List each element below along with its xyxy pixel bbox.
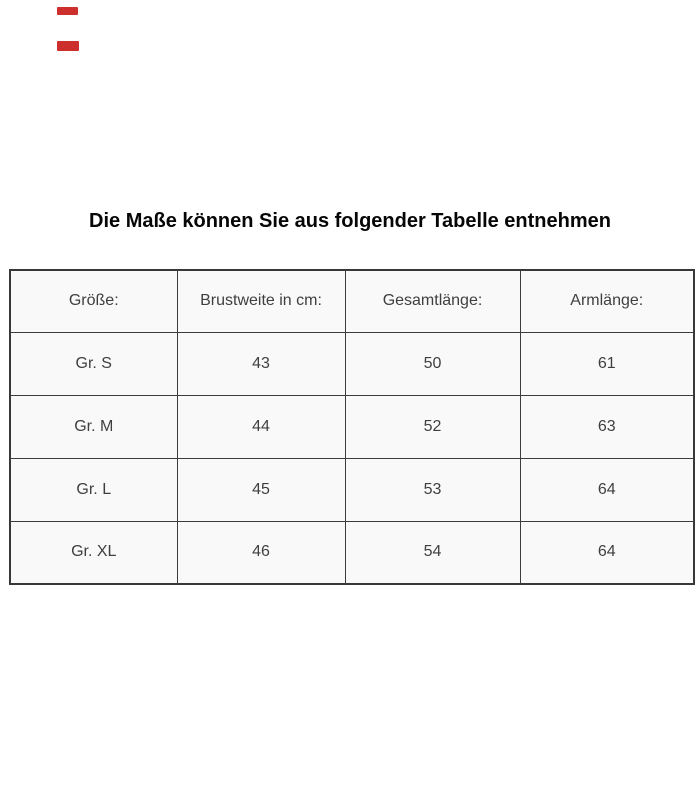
- column-header: Gesamtlänge:: [345, 270, 520, 332]
- measurement-value: 64: [520, 458, 694, 521]
- table-row: [10, 395, 694, 458]
- table-row: [10, 521, 694, 584]
- measurement-value: 50: [345, 332, 520, 395]
- red-dash-bottom: [57, 41, 79, 51]
- size-table: [9, 269, 695, 585]
- measurement-value: 63: [520, 395, 694, 458]
- table-row: [10, 332, 694, 395]
- page-title: Die Maße können Sie aus folgender Tabelle entnehmen: [89, 210, 611, 232]
- measurement-value: 46: [177, 521, 345, 584]
- size-label: Gr. XL: [10, 521, 177, 584]
- table-row: [10, 458, 694, 521]
- measurement-value: 44: [177, 395, 345, 458]
- column-header: Größe:: [10, 270, 177, 332]
- measurement-value: 45: [177, 458, 345, 521]
- size-label: Gr. L: [10, 458, 177, 521]
- measurement-value: 43: [177, 332, 345, 395]
- measurement-value: 64: [520, 521, 694, 584]
- column-header: Armlänge:: [520, 270, 694, 332]
- measurement-value: 54: [345, 521, 520, 584]
- header-row: [10, 270, 694, 332]
- red-dash-top: [57, 7, 78, 15]
- measurement-value: 61: [520, 332, 694, 395]
- measurement-value: 52: [345, 395, 520, 458]
- column-header: Brustweite in cm:: [177, 270, 345, 332]
- size-label: Gr. S: [10, 332, 177, 395]
- size-label: Gr. M: [10, 395, 177, 458]
- measurement-value: 53: [345, 458, 520, 521]
